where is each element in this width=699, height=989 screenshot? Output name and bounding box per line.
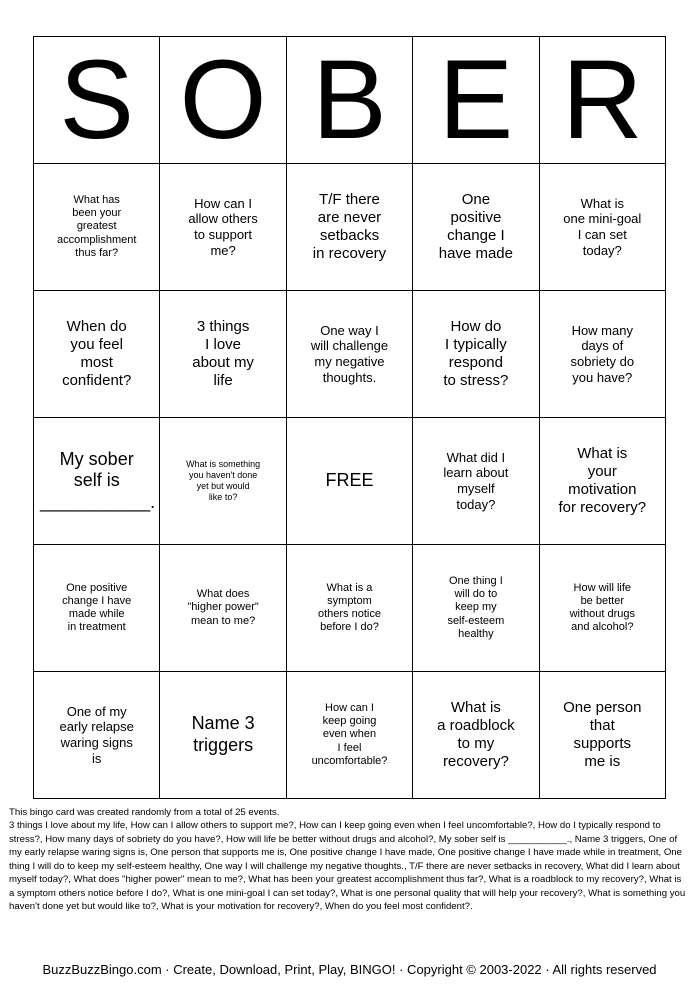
cell-text-line: my negative [314,354,385,369]
cell-text-line: What did I [446,449,506,465]
bingo-cell [34,164,160,291]
cell-text-line: today? [456,496,496,512]
bingo-cell [539,672,665,799]
cell-text-line: I love [205,336,242,353]
bingo-cell [34,291,160,418]
cell-text-line: My sober [59,448,134,469]
cell-text-line: One thing I [448,575,503,588]
cell-text-line: setbacks [319,227,380,244]
cell-text-line: even when [322,728,377,741]
cell-text-line: about my [192,354,254,371]
cell-text-line: What is a [326,581,373,594]
bingo-cell [286,672,412,799]
cell-text-line: I feel [337,741,362,754]
cell-text-line: be better [580,594,624,607]
cell-text-line: What is something [186,459,261,470]
cell-text-line: When do [66,318,127,335]
cell-text-line: I typically [445,336,507,353]
cell-text-line: FREE [325,470,374,491]
bingo-cell [539,418,665,545]
cell-text-line: I can set [577,227,627,242]
bingo-cell [286,164,412,291]
bingo-cell [413,164,539,291]
cell-text-line: uncomfortable? [311,754,388,767]
cell-text-line: One [461,191,491,208]
cell-text-line: motivation [568,481,637,498]
cell-text-line: to my [457,735,495,752]
cell-text-line: most [80,354,113,371]
cell-text-line: Name 3 [191,713,255,734]
cell-text-line: myself [457,481,495,496]
cell-text-line: will challenge [310,338,389,354]
cell-text-line: me? [210,242,236,258]
header-letter: O [160,37,286,164]
cell-text-line: One way I [320,322,379,338]
cell-text-line: How many [571,322,633,338]
cell-text-line: mean to me? [190,614,256,627]
bingo-cell [413,672,539,799]
bingo-cell [413,418,539,545]
bingo-cell [160,291,286,418]
cell-text-line: triggers [193,735,254,755]
cell-text-line: change I [447,227,505,244]
bingo-row [34,545,666,672]
cell-text-line: before I do? [320,621,379,634]
cell-text-line: will do to [454,588,498,601]
cell-text-line: and alcohol? [571,621,634,634]
header-letter: B [286,37,412,164]
cell-text-line: One positive [66,581,128,594]
cell-text-line: yet but would [196,481,250,491]
bingo-cell [539,291,665,418]
cell-text-line: waring signs [60,735,133,750]
cell-text-line: "higher power" [187,601,259,614]
header-letter: S [34,37,160,164]
cell-text-line: One person [563,699,642,716]
bingo-cell [160,545,286,672]
cell-text-line: thoughts. [322,369,377,385]
bingo-cell [34,672,160,799]
cell-text-line: without drugs [569,608,635,620]
cell-text-line: in treatment [67,621,126,634]
cell-text-line: that [589,717,615,734]
bingo-cell [160,164,286,291]
cell-text-line: ___________. [40,491,156,512]
cell-text-line: confident? [62,372,132,389]
cell-text-line: T/F there [319,191,380,208]
bingo-cell [286,291,412,418]
bingo-cell [160,672,286,799]
cell-text-line: you feel [70,336,123,353]
bingo-cell [34,418,160,545]
cell-text-line: respond [448,354,503,371]
cell-text-line: What has [73,194,120,207]
bingo-row [34,672,666,799]
cell-text-line: change I have [62,594,132,607]
cell-text-line: today? [582,242,622,258]
free-space-cell [286,418,412,545]
cell-text-line: in recovery [312,245,387,262]
cell-text-line: What is [577,445,628,462]
bingo-row [34,418,666,545]
cell-text-line: How can I [194,195,252,211]
cell-text-line: recovery? [442,753,509,770]
cell-text-line: How will life [573,581,632,594]
cell-text-line: How can I [325,702,374,715]
cell-text-line: days of [581,338,624,354]
cell-text-line: one mini-goal [563,211,642,227]
cell-text-line: been your [72,207,122,220]
cell-text-line: a roadblock [437,717,515,734]
cell-text-line: self-esteem [447,614,505,627]
cell-text-line: allow others [188,211,258,227]
cell-text-line: healthy [458,627,494,640]
bingo-card [33,36,666,799]
cell-text-line: to stress? [443,372,509,389]
bingo-cell [413,545,539,672]
cell-text-line: early relapse [59,719,134,735]
cell-text-line: is [92,750,102,766]
bingo-cell [34,545,160,672]
bingo-cell [286,545,412,672]
header-letter: R [539,37,665,164]
bingo-cell [413,291,539,418]
bingo-row [34,291,666,418]
cell-text-line: keep my [455,601,497,614]
cell-text-line: are never [317,209,382,226]
cell-text-line: for recovery? [558,499,647,516]
cell-text-line: others notice [317,608,381,620]
cell-text-line: you haven't done [188,470,258,481]
cell-text-line: symptom [327,594,372,607]
notes-intro: This bingo card was created randomly from a total of 25 events. [9,807,280,818]
header-letter: E [413,37,539,164]
cell-text-line: like to? [208,491,238,502]
cell-text-line: One of my [66,703,127,719]
bingo-cell [539,164,665,291]
cell-text-line: What does [196,588,250,601]
cell-text-line: greatest [76,220,117,233]
bingo-cell [539,545,665,672]
cell-text-line: made while [68,608,125,620]
cell-text-line: How do [450,318,502,335]
cell-text-line: thus far? [75,246,119,259]
site-footer: BuzzBuzzBingo.com · Create, Download, Print, Play, BINGO! · Copyright © 2003-2022 · All rights reserved [42,962,657,977]
cell-text-line: What is [450,699,501,716]
cell-text-line: you have? [572,369,633,385]
bingo-header-row [34,37,666,164]
cell-text-line: learn about [443,465,509,481]
cell-text-line: life [213,372,233,389]
notes-event-list: 3 things I love about my life, How can I allow others to support me?, How can I keep going even when I feel uncomfortable?, How do I typically respond to stress?, How many days of sobriety do you have?, How will life be better without drugs and alcohol?, My sober self is ___________., Name 3 triggers, One of my early relapse waring signs is, One person that supports me is, One positive change I have made, One positive change I have made while in treatment, One thing I will do to keep my self-esteem healthy, One way I will challenge my negative thoughts., T/F there are never setbacks in recovery, What did I learn about myself today?, What does "higher power" mean to me?, What has been your greatest accomplishment thus far?, What is a roadblock to my recovery?, What is a symptom others notice before I do?, What is one mini-goal I can set today?, What is one personal quality that will help your recovery?, What is something you haven't done yet but would like to?, What is your motivation for recovery?, When do you feel most confident?. [9,820,686,912]
cell-text-line: What is [580,195,624,211]
cell-text-line: keep going [322,715,377,728]
cell-text-line: sobriety do [570,354,635,369]
cell-text-line: 3 things [196,318,250,335]
cell-text-line: self is [73,470,120,491]
bingo-row [34,164,666,291]
cell-text-line: to support [194,227,252,242]
cell-text-line: positive [450,209,502,226]
cell-text-line: accomplishment [56,233,137,246]
cell-text-line: your [587,463,617,480]
cell-text-line: have made [438,245,513,262]
cell-text-line: supports [573,735,632,752]
cell-text-line: me is [584,753,621,770]
card-notes [9,806,689,913]
bingo-cell [160,418,286,545]
